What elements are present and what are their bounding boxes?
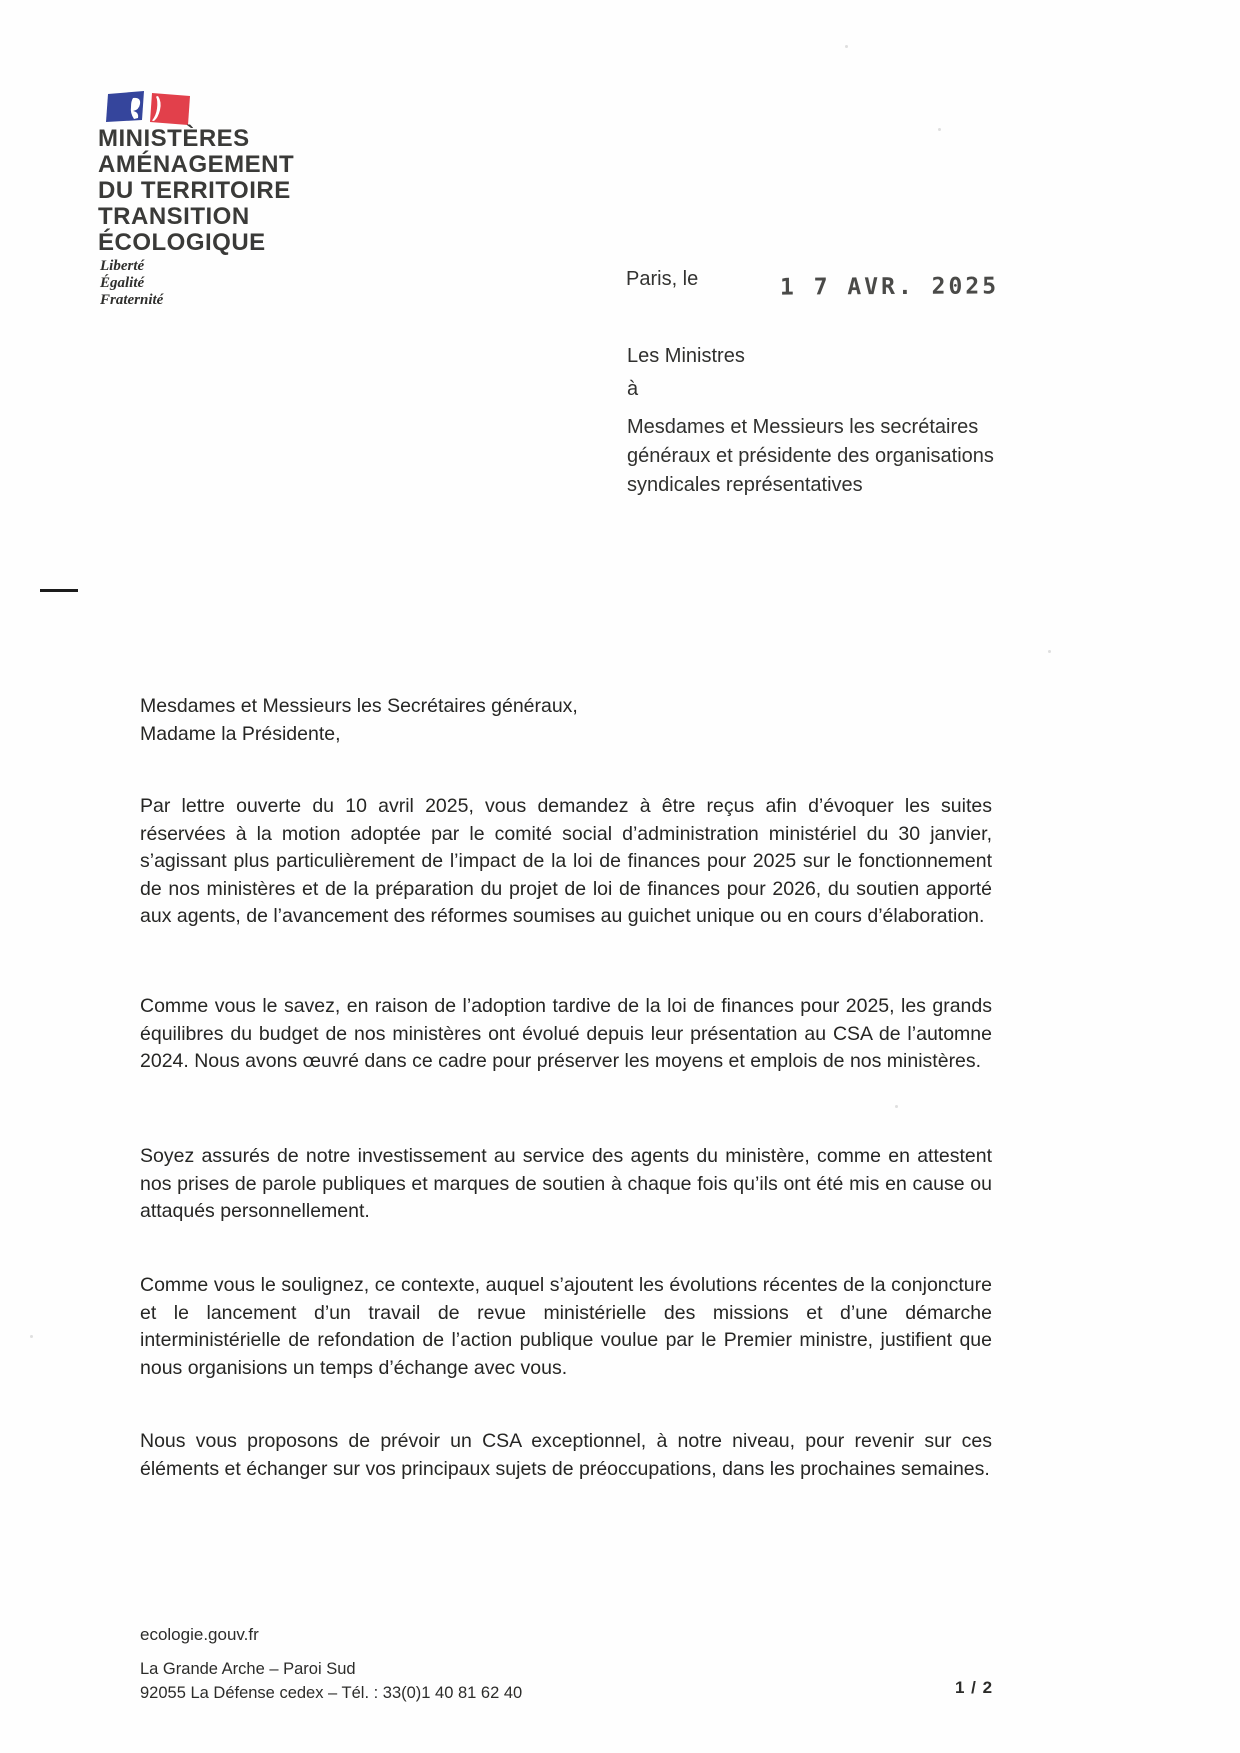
body-paragraph: Comme vous le soulignez, ce contexte, auquel s’ajoutent les évolutions récentes de la conjoncture et le lancement d’un travail de revue ministérielle des missions et d’une démarche interministérielle de refondation de l’action publique voulue par le Premier ministre, justifient que nous organisions un temps d’échange avec vous. [140, 1274, 992, 1379]
scan-speck [938, 128, 941, 131]
body-paragraph: Soyez assurés de notre investissement au service des agents du ministère, comme en attestent nos prises de parole publiques et marques de soutien à chaque fois qu’ils ont été mis en cause ou attaqués personnellement. [140, 1145, 992, 1222]
ministry-line: ÉCOLOGIQUE [98, 229, 266, 256]
margin-dash [40, 589, 78, 592]
motto-line: Égalité [100, 275, 145, 291]
footer-address-block [140, 1657, 522, 1705]
ministry-line: MINISTÈRES [98, 125, 250, 152]
footer-website: ecologie.gouv.fr [140, 1625, 259, 1644]
dateline-place: Paris, le [626, 268, 699, 290]
footer-address-line: 92055 La Défense cedex – Tél. : 33(0)1 40 81 62 40 [140, 1684, 523, 1702]
recipient-address-line: syndicales représentatives [627, 474, 863, 496]
footer-address-line: La Grande Arche – Paroi Sud [140, 1660, 356, 1678]
salutation-line: Madame la Présidente, [140, 723, 341, 745]
recipient-address-line: Mesdames et Messieurs les secrétaires [627, 416, 979, 438]
salutation-line: Mesdames et Messieurs les Secrétaires généraux, [140, 695, 578, 717]
body-paragraph: Comme vous le savez, en raison de l’adoption tardive de la loi de finances pour 2025, les grands équilibres du budget de nos ministères ont évolué depuis leur présentation au CSA de l’automne 2024. Nous avons œuvré dans ce cadre pour préserver les moyens et emplois de nos ministères. [140, 995, 992, 1072]
scan-speck [895, 1105, 898, 1108]
french-flag-logo-icon [106, 90, 192, 126]
recipient-prefix: à [627, 378, 639, 400]
date-stamp: 1 7 AVR. 2025 [779, 273, 1000, 301]
ministry-line: DU TERRITOIRE [98, 177, 291, 204]
scan-speck [845, 45, 848, 48]
motto-line: Liberté [100, 258, 145, 274]
page-number: 1 / 2 [955, 1678, 994, 1697]
ministry-line: AMÉNAGEMENT [98, 151, 295, 178]
scan-speck [1048, 650, 1051, 653]
recipient-address-block [627, 413, 1027, 500]
ministry-name-block [98, 126, 294, 256]
salutation-block [140, 692, 1000, 748]
republic-motto [100, 258, 163, 309]
motto-line: Fraternité [100, 292, 164, 308]
sender-title: Les Ministres [627, 345, 745, 367]
body-paragraph: Par lettre ouverte du 10 avril 2025, vous demandez à être reçus afin d’évoquer les suites réservées à la motion adoptée par le comité social d’administration ministériel du 30 janvier, s’agissant plus particulièrement de l’impact de la loi de finances pour 2025 sur le fonctionnement de nos ministères et de la préparation du projet de loi de finances pour 2026, du soutien apporté aux agents, de l’avancement des réformes soumises au guichet unique ou en cours d’élaboration. [140, 795, 992, 927]
scan-speck [30, 1335, 33, 1338]
recipient-address-line: généraux et présidente des organisations [627, 445, 994, 467]
ministry-line: TRANSITION [98, 203, 250, 230]
body-paragraph: Nous vous proposons de prévoir un CSA exceptionnel, à notre niveau, pour revenir sur ces éléments et échanger sur vos principaux sujets de préoccupations, dans les prochaines semaines. [140, 1430, 992, 1480]
